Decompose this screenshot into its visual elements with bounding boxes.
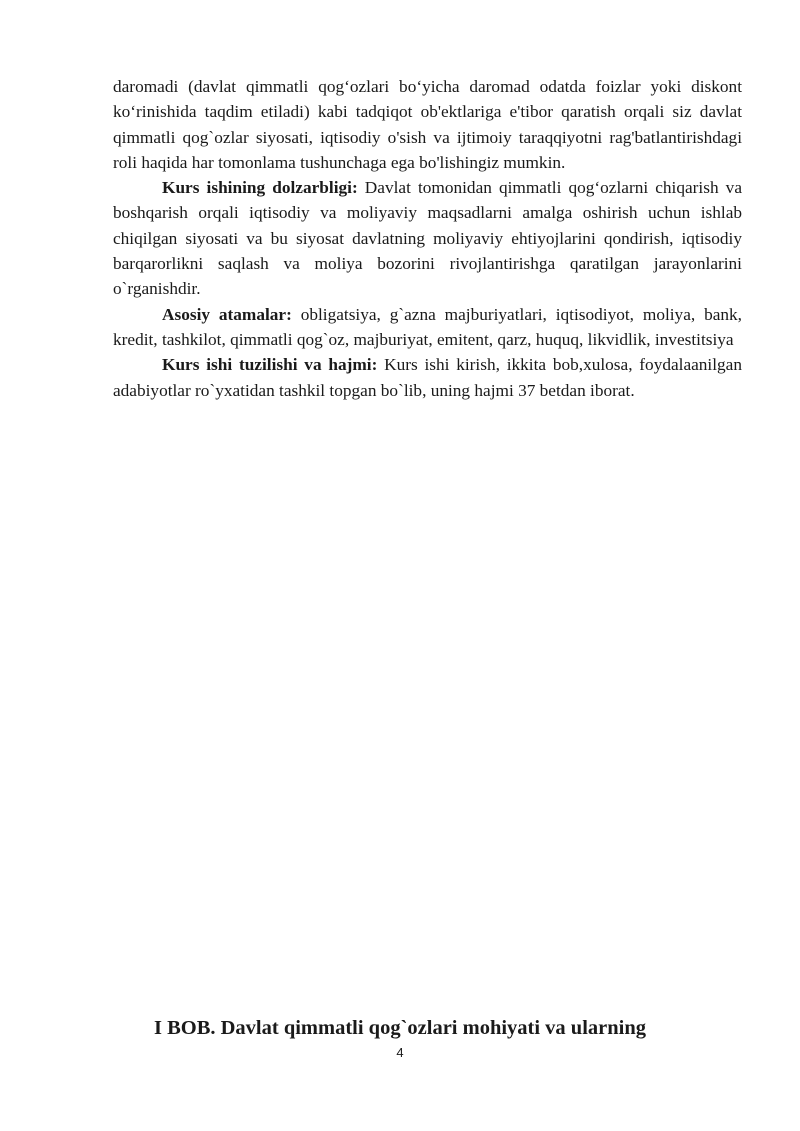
keywords-text: obligatsiya, g`azna majburiyatlari, iqtisodiyot, moliya, bank, kredit, tashkilot, qimmatli qog`oz, majburiyat, emitent, qarz, huquq, likvidlik, investitsiya bbox=[113, 304, 742, 349]
keywords-paragraph bbox=[113, 302, 742, 353]
keywords-label: Asosiy atamalar: bbox=[162, 304, 292, 324]
structure-text: Kurs ishi kirish, ikkita bob,xulosa, foydalaanilgan adabiyotlar ro`yxatidan tashkil topgan bo`lib, uning hajmi 37 betdan iborat. bbox=[113, 355, 742, 400]
page-number: 4 bbox=[396, 1045, 404, 1060]
intro-paragraph: daromadi (davlat qimmatli qog‘ozlari bo‘yicha daromad odatda foizlar yoki diskont ko‘rinishida taqdim etiladi) kabi tadqiqot ob'ektlariga e'tibor qaratish orqali siz davlat qimmatli qog`ozlar siyosati, iqtisodiy o'sish va ijtimoiy taraqqiyotni rag'batlantirishdagi roli haqida har tomonlama tushunchaga ega bo'lishingiz mumkin. bbox=[113, 77, 742, 172]
structure-label: Kurs ishi tuzilishi va hajmi: bbox=[162, 355, 378, 375]
relevance-label: Kurs ishining dolzarbligi: bbox=[162, 178, 358, 198]
chapter-heading: I BOB. Davlat qimmatli qog`ozlari mohiyati va ularning bbox=[153, 1017, 647, 1039]
structure-paragraph bbox=[113, 352, 742, 403]
relevance-text: Davlat tomonidan qimmatli qog‘ozlarni chiqarish va boshqarish orqali iqtisodiy va moliyaviy maqsadlarni amalga oshirish uchun ishlab chiqilgan siyosati va bu siyosat davlatning moliyaviy ehtiyojlarini qondirish, iqtisodiy barqarorlikni saqlash va moliya bozorini rivojlantirishga qaratilgan jarayonlarini o`rganishdir. bbox=[113, 178, 742, 299]
body-text bbox=[113, 74, 742, 403]
relevance-paragraph bbox=[113, 175, 742, 301]
